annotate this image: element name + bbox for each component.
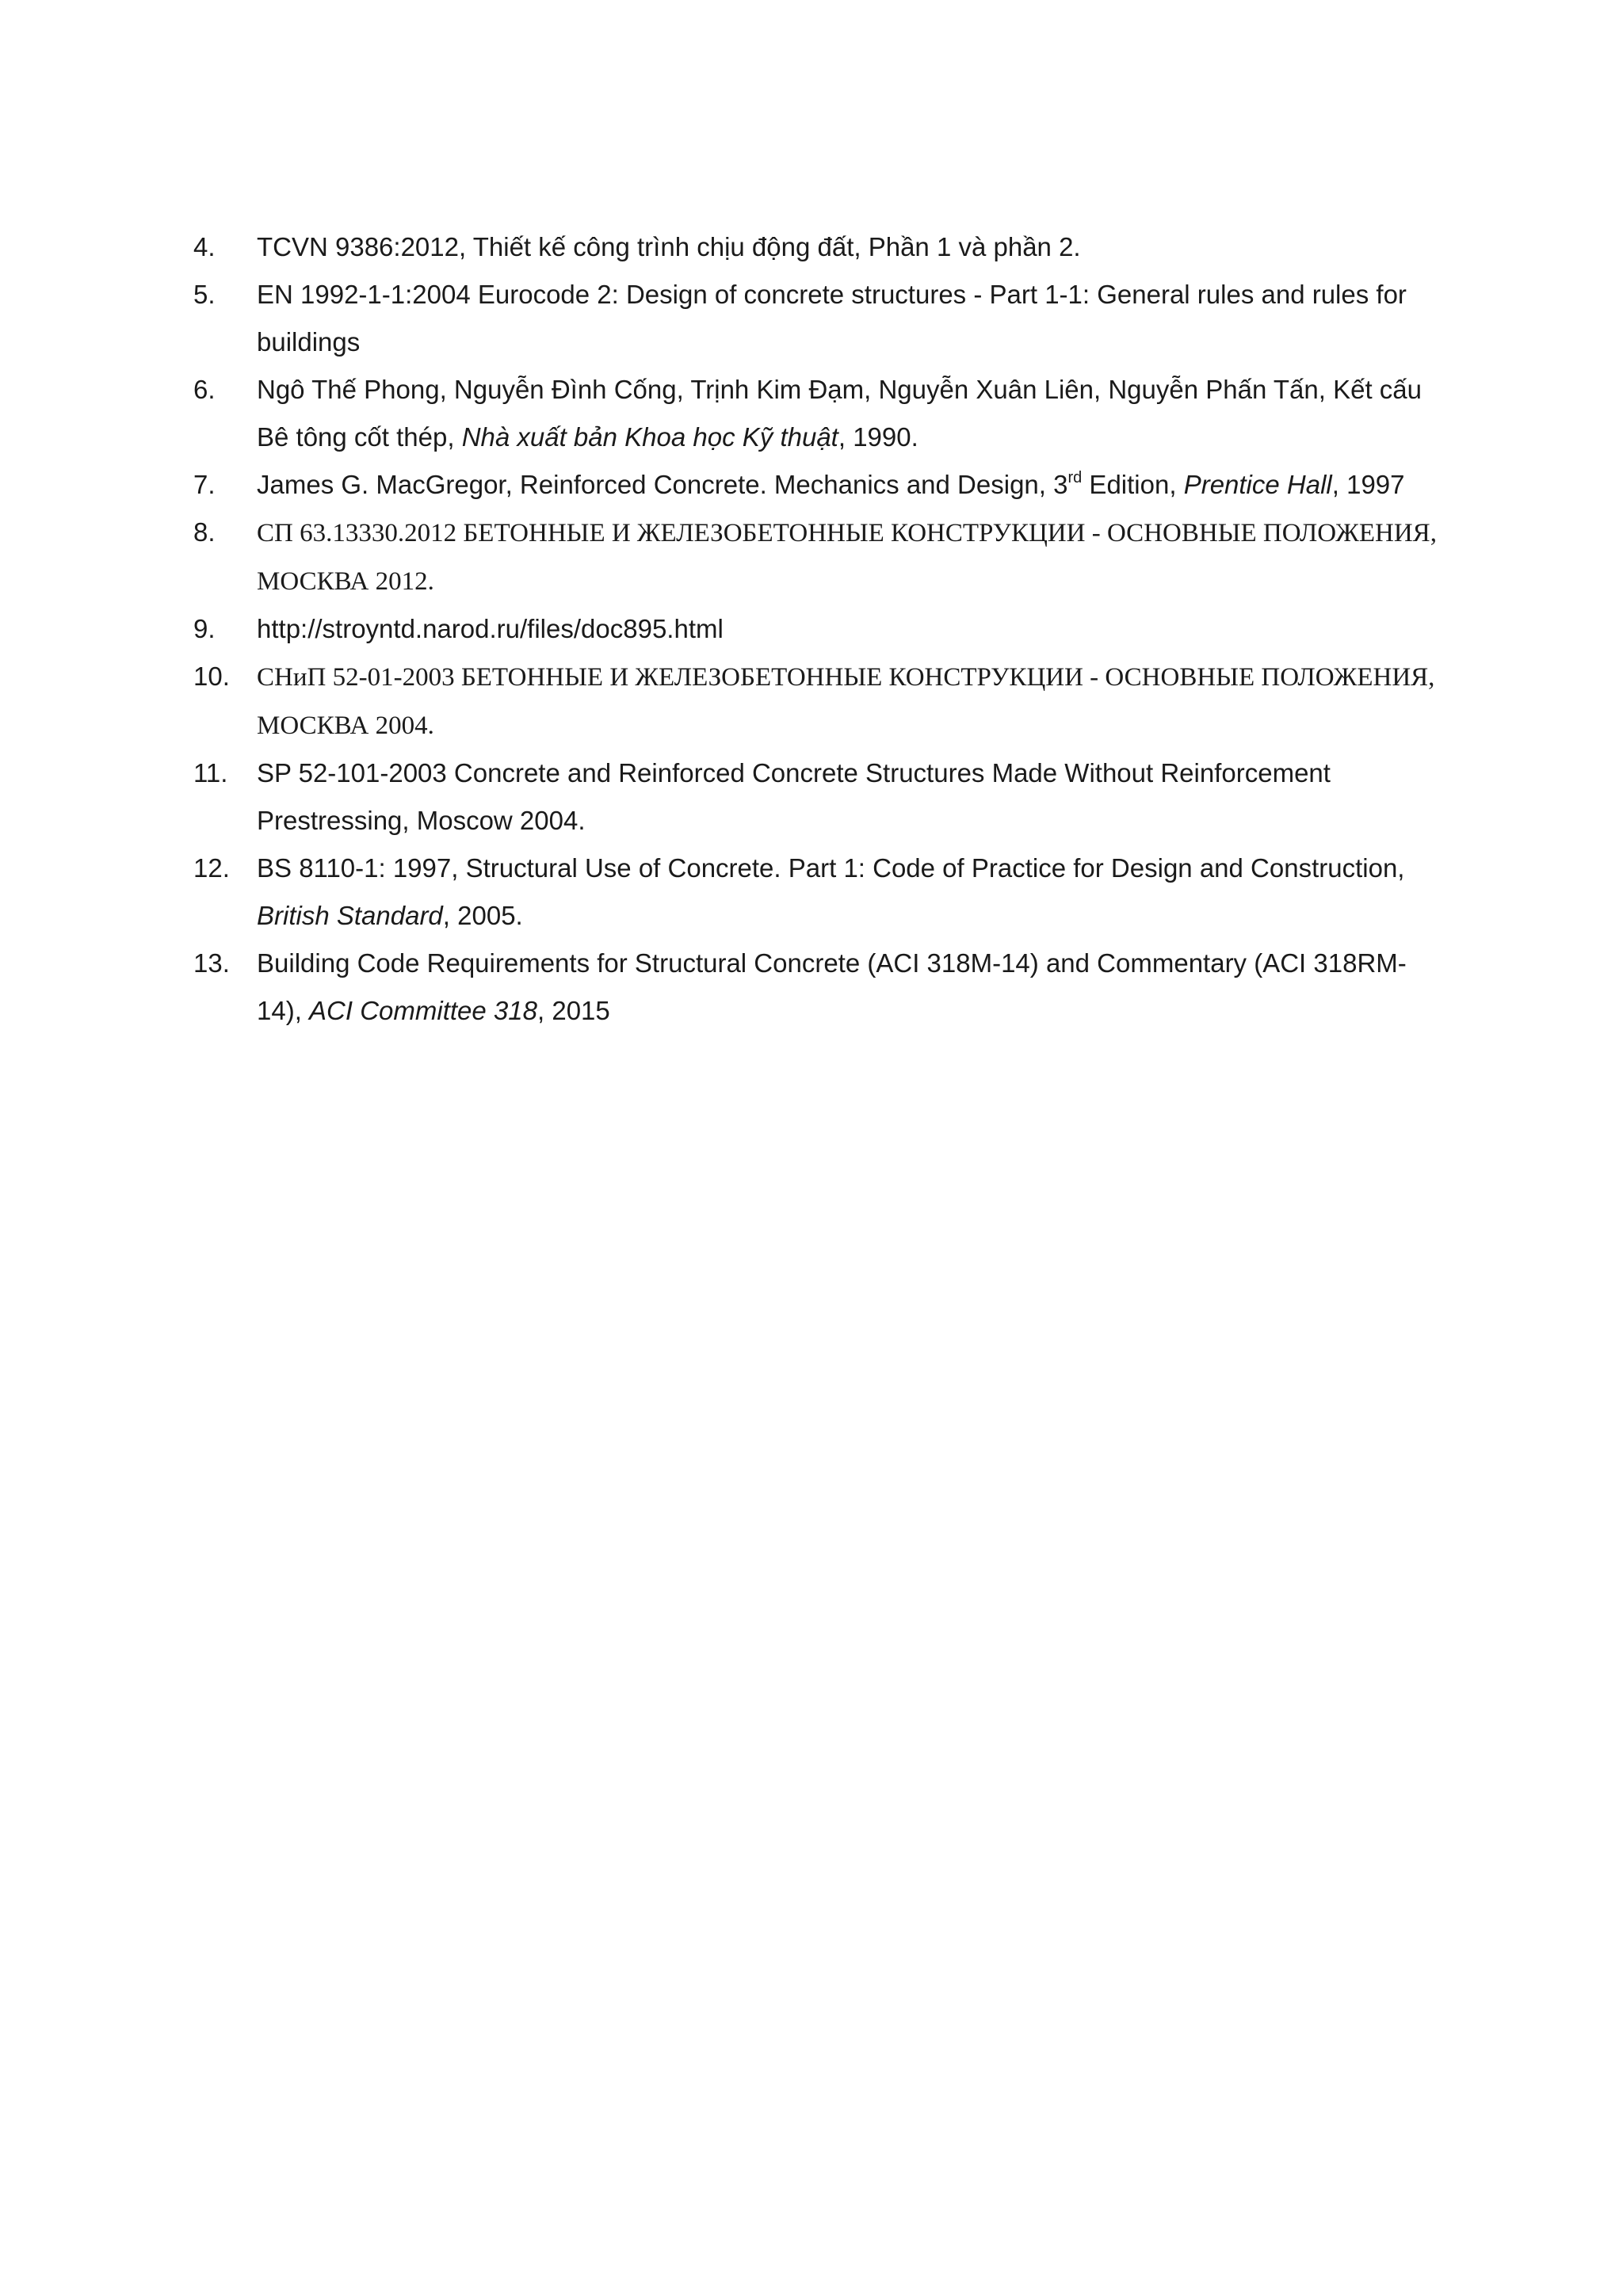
reference-number: 10. <box>193 662 230 691</box>
reference-item <box>193 605 1438 653</box>
reference-text: SP 52-101-2003 Concrete and Reinforced Concrete Structures Made Without Reinforcement Prestressing, Moscow 2004. <box>257 758 1331 835</box>
reference-item <box>193 223 1438 271</box>
reference-item <box>193 461 1438 509</box>
reference-text: Building Code Requirements for Structural Concrete (ACI 318M-14) and Commentary (ACI 318RM-14), ACI Committee 318, 2015 <box>257 948 1407 1025</box>
reference-text: BS 8110-1: 1997, Structural Use of Concrete. Part 1: Code of Practice for Design and Construction, British Standard, 2005. <box>257 853 1405 930</box>
reference-number: 6. <box>193 375 216 404</box>
reference-item <box>193 653 1438 749</box>
reference-item <box>193 366 1438 461</box>
reference-text: James G. MacGregor, Reinforced Concrete. Mechanics and Design, 3rd Edition, Prentice Hall, 1997 <box>257 469 1405 499</box>
reference-number: 4. <box>193 232 216 261</box>
publisher: ACI Committee 318 <box>309 996 537 1025</box>
publisher: Nhà xuất bản Khoa học Kỹ thuật <box>461 422 838 452</box>
reference-text: EN 1992-1-1:2004 Eurocode 2: Design of concrete structures - Part 1-1: General rules and rules for buildings <box>257 280 1407 357</box>
reference-number: 8. <box>193 517 216 547</box>
reference-item <box>193 940 1438 1035</box>
reference-item <box>193 509 1438 605</box>
reference-text: СП 63.13330.2012 БЕТОННЫЕ И ЖЕЛЕЗОБЕТОННЫЕ КОНСТРУКЦИИ - ОСНОВНЫЕ ПОЛОЖЕНИЯ, МОСКВА 2012. <box>257 519 1437 596</box>
reference-text: TCVN 9386:2012, Thiết kế công trình chịu động đất, Phần 1 và phần 2. <box>257 232 1081 261</box>
publisher: British Standard <box>257 901 443 930</box>
reference-item <box>193 845 1438 940</box>
reference-number: 11. <box>193 758 228 788</box>
reference-number: 12. <box>193 853 230 883</box>
reference-item <box>193 749 1438 845</box>
reference-text: Ngô Thế Phong, Nguyễn Đình Cống, Trịnh Kim Đạm, Nguyễn Xuân Liên, Nguyễn Phấn Tấn, Kết cấu Bê tông cốt thép, Nhà xuất bản Khoa học Kỹ thuật, 1990. <box>257 375 1422 452</box>
publisher: Prentice Hall <box>1183 470 1332 499</box>
reference-text: СНиП 52-01-2003 БЕТОННЫЕ И ЖЕЛЕЗОБЕТОННЫЕ КОНСТРУКЦИИ - ОСНОВНЫЕ ПОЛОЖЕНИЯ, МОСКВА 2004. <box>257 663 1435 740</box>
reference-number: 9. <box>193 614 216 643</box>
reference-number: 13. <box>193 948 230 978</box>
superscript: rd <box>1067 469 1083 486</box>
reference-list <box>193 223 1438 1035</box>
reference-number: 7. <box>193 470 216 499</box>
reference-number: 5. <box>193 280 216 309</box>
reference-item <box>193 271 1438 366</box>
reference-url: http://stroyntd.narod.ru/files/doc895.html <box>257 614 724 643</box>
